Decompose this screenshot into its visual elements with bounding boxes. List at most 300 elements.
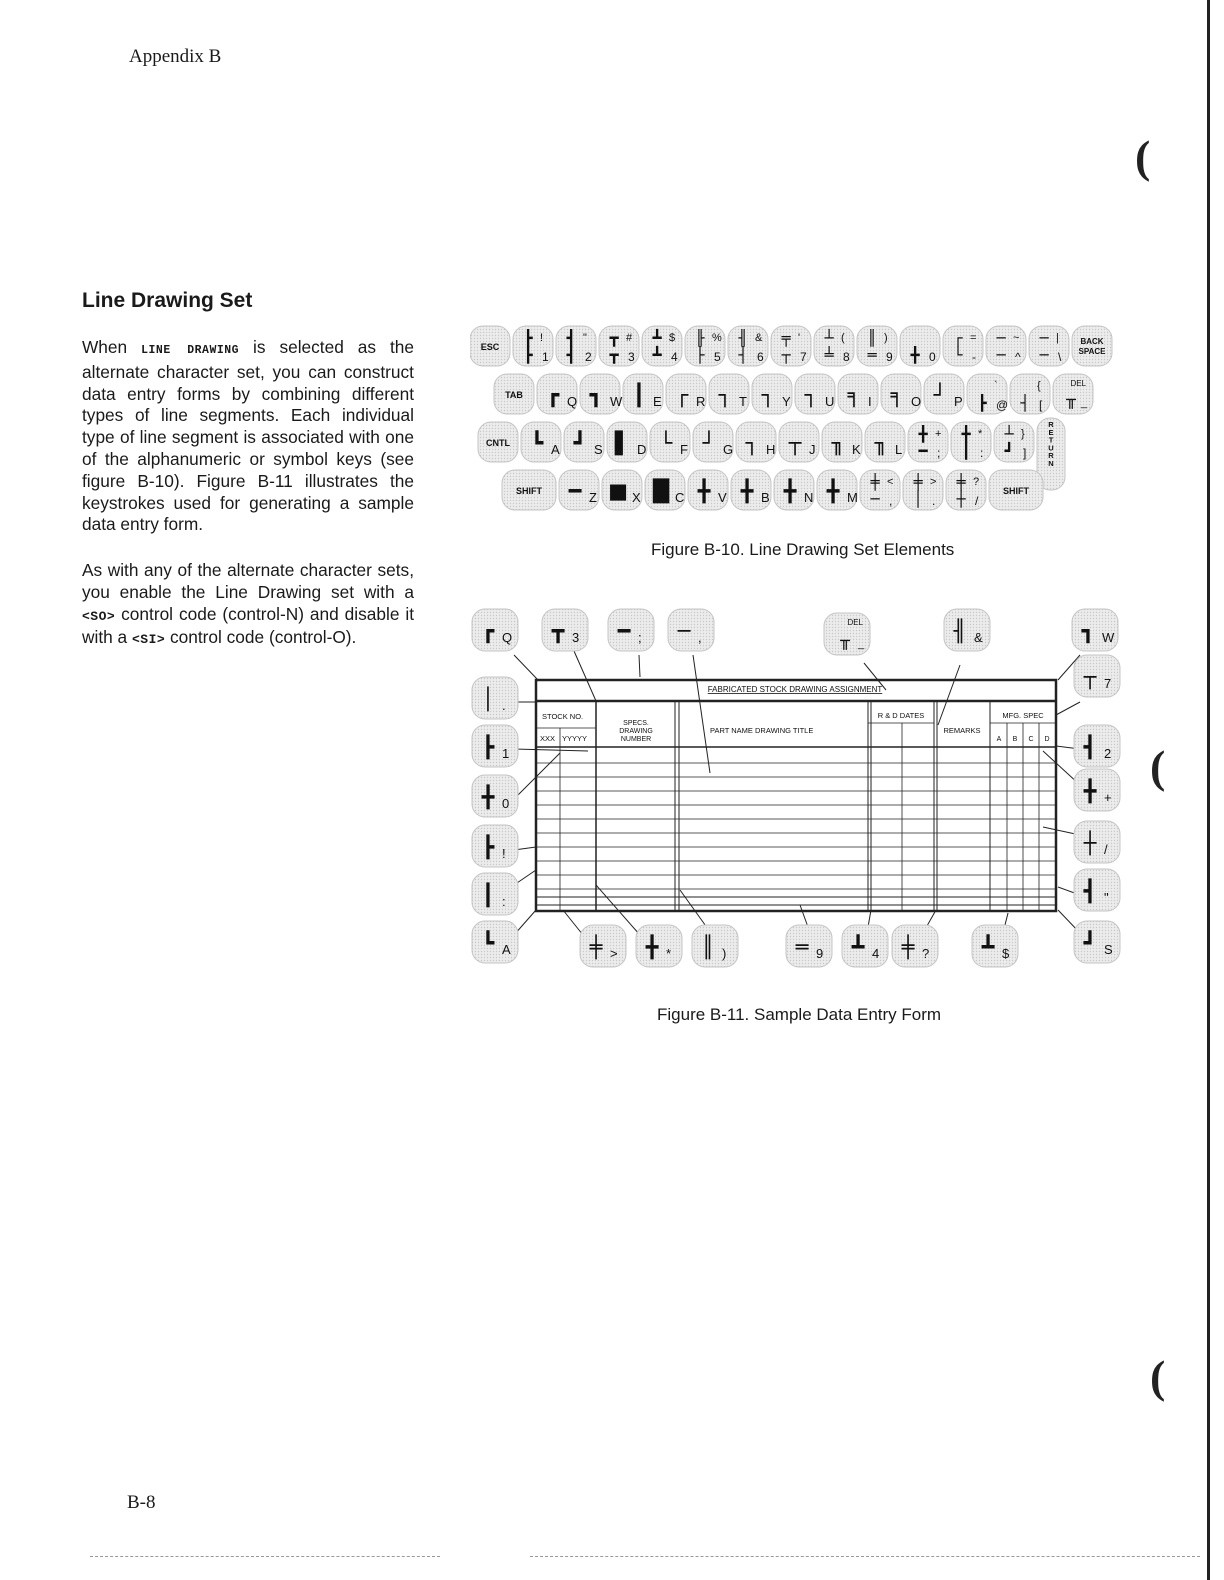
key-shift-char: " [583,332,587,344]
key-glyph: ┌ [675,383,689,407]
key-glyph: ┣ [523,346,533,364]
keyboard-key[interactable] [838,374,878,414]
key-glyph: ━ [568,479,582,503]
key-glyph: ┣ [977,394,987,412]
key-char: + [1104,790,1112,805]
keyboard-key[interactable] [666,374,706,414]
key-shift-glyph: ╋ [918,425,928,443]
key-label: E [1048,427,1054,437]
form-grid [536,680,1056,911]
para1-text: is selected as the alternate character set, you can construct data entry forms by combining different types of line segments. Each individual type of line segment is associated with one of the alphanumeric or symbol keys (see figure B-10). Figure B-11 illustrates the keystrokes used for generating a sample data entry form. [82,337,414,535]
key-glyph: ┣ [481,835,495,859]
binder-ring-middle: ( [1150,741,1166,792]
key-glyph: └ [953,346,963,364]
key-cap [668,609,714,651]
key-char: O [911,394,922,409]
keyboard-key[interactable] [1029,326,1069,366]
key-glyph: ─ [1039,346,1049,364]
form-right-key[interactable] [1074,725,1120,767]
key-shift-glyph: ╢ [738,329,748,347]
key-char: ; [937,446,941,460]
keyboard-key[interactable] [494,374,534,414]
key-cap [1029,326,1069,366]
key-char: 9 [886,350,893,364]
key-glyph: ■ [608,479,628,503]
key-glyph: ╋ [783,479,797,503]
key-char: V [718,490,727,505]
figure-b11-caption: Figure B-11. Sample Data Entry Form [657,1005,942,1024]
key-glyph: ─ [870,490,880,508]
form-top-key[interactable] [1072,609,1118,651]
key-cap [1074,869,1120,911]
key-shift-char: % [712,332,722,344]
key-label: SHIFT [1003,486,1029,496]
key-char: / [1104,842,1108,857]
keyboard-key[interactable] [685,326,725,366]
keyboard-key[interactable] [731,470,771,510]
key-shift-char: ' [798,332,801,344]
key-char: : [502,894,506,909]
keyboard-key[interactable] [1010,374,1050,414]
key-char: - [972,350,976,364]
keyboard-key[interactable] [502,470,556,510]
keyboard-key[interactable] [642,326,682,366]
para2-part2: control code (control-N) and disable it with a [82,603,414,648]
keyboard-key[interactable] [774,470,814,510]
key-char: \ [1058,350,1062,364]
key-char: 4 [671,350,678,364]
form-right-key[interactable] [1074,921,1120,963]
key-glyph: ┃ [961,442,971,460]
key-char: E [653,394,662,409]
key-char: C [675,490,685,505]
key-char: , [889,494,893,508]
page-number: B-8 [127,1492,156,1513]
key-char: R [696,394,706,409]
key-cap [472,921,518,963]
key-glyph: ╢ [953,619,967,643]
key-shift-char: $ [669,332,676,344]
form-right-key[interactable] [1074,821,1120,863]
key-char: 5 [714,350,721,364]
key-cap [1074,821,1120,863]
key-char: ! [502,846,506,861]
keyboard-key[interactable] [559,470,599,510]
key-char: 9 [816,946,824,961]
key-glyph: ─ [677,619,691,643]
key-glyph: ─ [996,346,1006,364]
key-shift-char: ? [973,476,980,488]
form-bottom-key[interactable] [972,925,1018,967]
key-shift-glyph: ╪ [870,473,880,491]
key-shift-glyph: ╪ [956,473,966,491]
keyboard-key[interactable] [470,326,510,366]
keyboard-key[interactable] [881,374,921,414]
key-cap [636,925,682,967]
keyboard-key[interactable] [946,470,986,510]
key-char: I [868,394,872,409]
key-cap [472,825,518,867]
key-label: CNTL [486,438,510,448]
form-left-key[interactable] [472,677,518,719]
key-glyph: ┳ [609,346,619,364]
form-title: FABRICATED STOCK DRAWING ASSIGNMENT [707,685,883,694]
key-glyph: ━ [918,442,928,460]
keyboard-key[interactable] [537,374,577,414]
col-mfg-d: D [1044,736,1050,743]
key-char: , [698,630,702,645]
key-label: SHIFT [516,486,542,496]
key-cap [908,422,948,462]
key-glyph: ┼ [956,490,966,508]
form-bottom-key[interactable] [892,925,938,967]
form-bottom-key[interactable] [636,925,682,967]
key-glyph: ┘ [933,383,947,407]
keyboard-key[interactable] [860,470,900,510]
col-mfg-a: A [996,736,1002,743]
keyboard-key[interactable] [564,422,604,462]
key-char: S [1104,942,1113,957]
key-shift-char: + [935,428,942,440]
form-bottom-key[interactable] [692,925,738,967]
key-glyph: █ [652,479,670,503]
form-right-key[interactable] [1074,769,1120,811]
form-left-key[interactable] [472,825,518,867]
form-top-key[interactable] [668,609,714,651]
col-specs-3: NUMBER [620,736,652,743]
key-cap [1074,725,1120,767]
key-glyph: ┻ [652,346,662,364]
key-cap [1074,921,1120,963]
key-label: DEL [847,618,863,627]
key-label: BACK [1080,337,1104,346]
key-shift-char: # [626,332,633,344]
key-label: U [1048,443,1054,453]
key-shift-char: ! [540,332,544,344]
keyboard-key[interactable] [645,470,685,510]
key-cap [692,925,738,967]
key-glyph: ╕ [847,383,861,407]
key-char: * [666,946,672,961]
keyboard-key[interactable] [709,374,749,414]
key-glyph: ╧ [824,346,834,364]
key-glyph: ╋ [1083,779,1097,803]
key-glyph: ┬ [781,346,791,364]
key-label: TAB [505,390,523,400]
keyboard-key[interactable] [994,422,1034,462]
form-right-key[interactable] [1074,869,1120,911]
key-glyph: ╥ [840,631,850,650]
key-glyph: ┼ [1083,831,1097,855]
keyboard-key[interactable] [607,422,647,462]
form-top-key[interactable] [608,609,654,651]
keyboard-key[interactable] [822,422,862,462]
keyboard-key[interactable] [602,470,642,510]
key-char: Q [567,394,578,409]
key-char: / [975,494,979,508]
key-shift-char: ~ [1013,332,1020,344]
key-shift-glyph: ┴ [1004,425,1014,443]
key-char: [ [1039,398,1043,412]
key-cap [944,609,990,651]
key-shift-glyph: ─ [1039,329,1049,347]
key-glyph: ┫ [1083,879,1097,903]
key-cap [994,422,1034,462]
key-cap [951,422,991,462]
key-char: . [932,494,936,508]
keyboard-key[interactable] [650,422,690,462]
key-char: > [610,946,618,961]
keyboard-key[interactable] [771,326,811,366]
key-shift-char: | [1056,332,1059,344]
key-cap [472,725,518,767]
key-label: R [1048,451,1054,461]
key-glyph: ╋ [826,479,840,503]
key-char: F [680,442,688,457]
key-shift-glyph: ─ [996,329,1006,347]
figure-b10-caption: Figure B-10. Line Drawing Set Elements [651,540,955,559]
key-char: A [551,442,560,457]
key-glyph: ╖ [831,431,845,455]
keyboard-key[interactable] [736,422,776,462]
key-glyph: ┳ [551,619,565,643]
key-glyph: ┏ [546,383,560,407]
keyboard-key[interactable] [814,326,854,366]
key-char: A [502,942,511,957]
keyboard-key[interactable] [900,326,940,366]
key-char: " [1104,890,1109,905]
keyboard-key[interactable] [521,422,561,462]
para2-part3: control code (control-O). [170,627,357,648]
paragraph-enable-disable [82,560,414,651]
key-shift-glyph: ┴ [824,329,834,347]
key-shift-char: > [930,476,937,488]
keyboard-key[interactable] [967,374,1008,414]
keyboard-key[interactable] [580,374,623,414]
key-glyph: ┗ [481,931,495,955]
key-glyph: ┃ [632,383,646,407]
keyboard-key[interactable] [795,374,835,414]
form-top-key[interactable] [542,609,588,651]
keyboard-key[interactable] [986,326,1026,366]
key-char: Z [589,490,597,505]
key-glyph: ▌ [614,431,632,455]
form-top-key[interactable] [944,609,990,651]
key-cap [608,609,654,651]
col-mfg-b: B [1012,736,1018,743]
key-shift-char: ( [841,332,845,344]
key-glyph: ┓ [589,383,603,407]
key-char: & [974,630,983,645]
form-bottom-key[interactable] [842,925,888,967]
form-top-key[interactable] [472,609,518,651]
key-shift-glyph: ╤ [781,329,791,347]
key-glyph: ┐ [745,431,759,455]
key-glyph: ╪ [589,935,603,959]
keyboard-keys [470,326,1112,510]
key-cap [1074,655,1120,697]
keyboard-key[interactable] [943,326,983,366]
key-cap [472,873,518,915]
col-specs-1: SPECS. [623,720,649,727]
key-char: J [809,442,816,457]
para2-part1: As with any of the alternate character sets, you enable the Line Drawing set with a [82,560,414,602]
form-left-key[interactable] [472,873,518,915]
key-glyph: ├ [695,346,705,364]
key-cap [903,470,943,510]
form-top-key[interactable] [824,613,870,655]
keyboard-key[interactable] [903,470,943,510]
key-glyph: ╪ [901,935,915,959]
key-label: N [1048,459,1054,468]
key-label: T [1048,435,1054,445]
key-cap [972,925,1018,967]
key-glyph: ┛ [1083,931,1097,955]
keyboard-key[interactable] [688,470,728,510]
key-shift-glyph: ╋ [961,425,971,443]
key-glyph: │ [481,687,495,711]
form-bottom-key[interactable] [786,925,832,967]
key-glyph: ╕ [890,383,904,407]
key-char: 3 [628,350,635,364]
key-glyph: ┛ [1004,442,1014,460]
keyboard-key[interactable] [857,326,897,366]
key-glyph: ┐ [761,383,775,407]
key-char: L [895,442,903,457]
key-cap [472,775,518,817]
key-glyph: ┫ [1083,735,1097,759]
key-glyph: ┤ [1020,394,1030,412]
key-shift-char: = [970,332,977,344]
keyboard-key[interactable] [1053,374,1093,414]
key-char: 8 [843,350,850,364]
key-char: _ [1080,397,1088,409]
key-shift-char: < [887,476,894,488]
key-char: T [739,394,747,409]
so-code: <SO> [82,608,116,624]
section-title: Line Drawing Set [82,289,253,312]
form-left-key[interactable] [472,775,518,817]
key-char: ) [722,946,727,961]
key-glyph: ╖ [874,431,888,455]
key-char: N [804,490,814,505]
key-char: K [852,442,861,457]
form-left-key[interactable] [472,725,518,767]
keyboard-key[interactable] [989,470,1043,510]
key-shift-char: } [1021,428,1025,440]
col-rd-dates: R & D DATES [877,711,925,720]
key-char: G [723,442,734,457]
key-glyph: ╋ [910,346,920,364]
form-left-key[interactable] [472,921,518,963]
form-right-key[interactable] [1074,655,1120,697]
key-glyph: └ [659,431,673,455]
key-char: M [847,490,858,505]
key-glyph: ┤ [738,346,748,364]
sample-data-entry-form-figure [468,605,1128,985]
key-glyph: ┣ [481,735,495,759]
key-char: X [632,490,641,505]
keyboard-key[interactable] [1072,326,1112,366]
key-char: U [825,394,835,409]
key-glyph: ━ [617,619,631,643]
col-remarks: REMARKS [943,726,981,735]
key-cap [472,677,518,719]
bottom-rule-right [530,1556,1200,1558]
key-char: H [766,442,776,457]
key-cap [860,470,900,510]
keyboard-key[interactable] [908,422,948,462]
col-stock-no: STOCK NO. [542,712,584,721]
col-stock-yyy: YYYYY [562,734,588,743]
key-char: $ [1002,946,1010,961]
keyboard-key[interactable] [951,422,991,462]
key-shift-char: ) [884,332,888,344]
col-specs-2: DRAWING [619,728,653,735]
keyboard-key[interactable] [752,374,792,414]
key-char: 2 [585,350,592,364]
key-glyph: ═ [867,346,877,364]
keyboard-key[interactable] [623,374,663,414]
bottom-rule-left [90,1556,440,1558]
key-char: 2 [1104,746,1112,761]
key-glyph: ╋ [645,935,659,959]
keyboard-key[interactable] [478,422,518,462]
key-shift-glyph: ┣ [523,329,533,347]
key-glyph: ═ [795,935,809,959]
key-glyph: ┏ [481,619,495,643]
key-glyph: ┻ [851,935,865,959]
key-char: Y [782,394,791,409]
binder-ring-bottom: ( [1150,1351,1166,1402]
keyboard-key[interactable] [728,326,768,366]
keyboard-key[interactable] [924,374,964,414]
key-char: 3 [572,630,580,645]
keyboard-key[interactable] [599,326,639,366]
key-shift-glyph: ┳ [609,329,619,347]
keyboard-key[interactable] [817,470,858,510]
key-cap [946,470,986,510]
key-shift-char: { [1037,380,1041,392]
key-cap [842,925,888,967]
key-glyph: ┓ [1081,619,1095,643]
key-cap [542,609,588,651]
keyboard-key[interactable] [693,422,733,462]
key-cap [580,925,626,967]
form-bottom-key[interactable] [580,925,626,967]
key-cap [1072,326,1112,366]
key-shift-glyph: ╪ [913,473,923,491]
keyboard-key[interactable] [779,422,819,462]
key-char: 0 [502,796,510,811]
key-glyph: ║ [701,935,715,959]
col-part-name: PART NAME DRAWING TITLE [710,726,814,735]
key-glyph: ┘ [702,431,716,455]
keyboard-key[interactable] [865,422,905,462]
key-cap [786,925,832,967]
key-glyph: ┫ [566,346,576,364]
line-drawing-code: LINE DRAWING [141,344,240,357]
key-shift-glyph: ┫ [566,329,576,347]
keyboard-key[interactable] [556,326,596,366]
para1-lead: When [82,337,128,357]
key-glyph: │ [913,490,923,508]
col-stock-xxx: XXX [540,734,556,743]
keyboard-key[interactable] [513,326,553,366]
form-labels [540,685,1050,743]
key-char: B [761,490,770,505]
key-glyph: ╥ [1066,390,1076,409]
